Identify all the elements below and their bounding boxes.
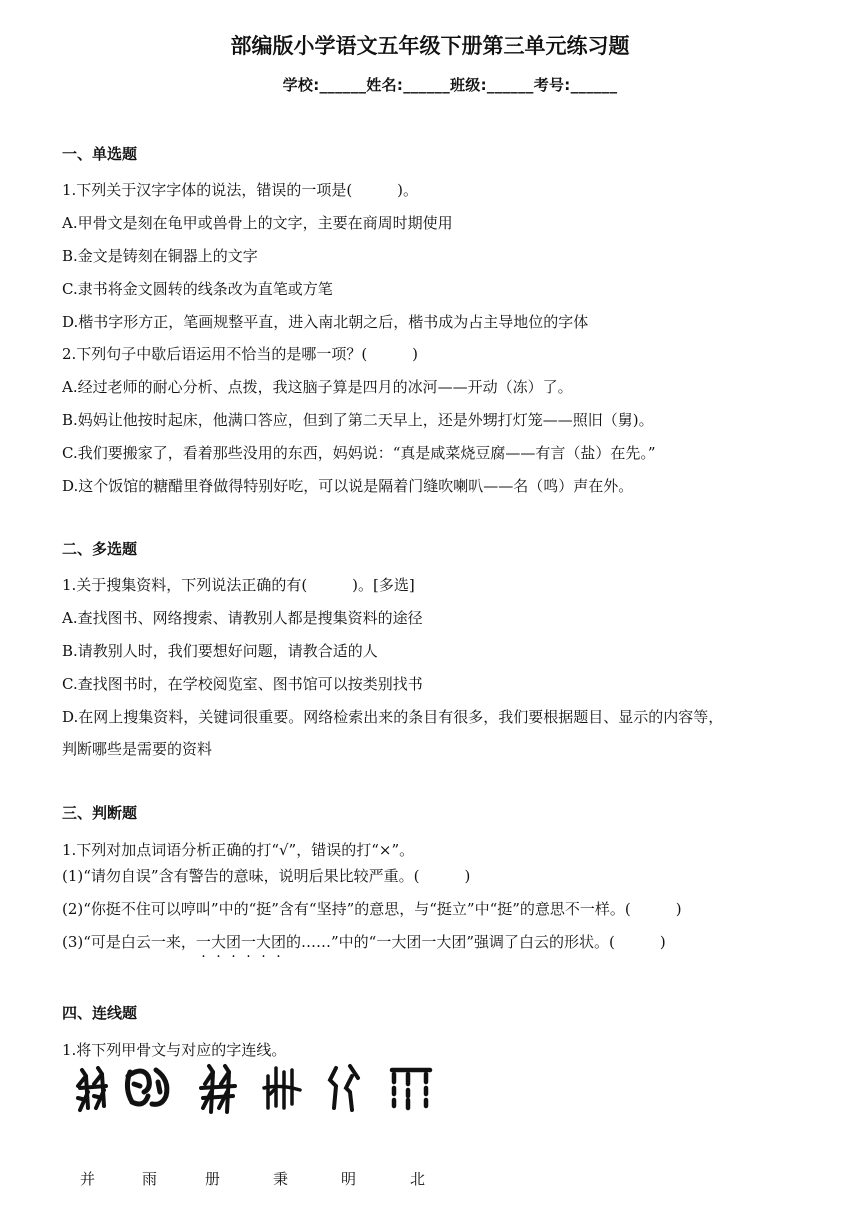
option-line: A.甲骨文是刻在龟甲或兽骨上的文字，主要在商周时期使用 bbox=[62, 214, 453, 232]
section-heading-matching: 四、连线题 bbox=[62, 1004, 138, 1022]
oracle-glyph-4 bbox=[260, 1062, 304, 1112]
section-heading-true-false: 三、判断题 bbox=[62, 804, 138, 822]
question-line: 1.关于搜集资料，下列说法正确的有( )。[多选] bbox=[62, 576, 415, 594]
option-line: A.经过老师的耐心分析、点拨，我这脑子算是四月的冰河——开动（冻）了。 bbox=[62, 378, 573, 396]
oracle-glyph-1 bbox=[72, 1062, 112, 1120]
oracle-glyph-3 bbox=[197, 1062, 239, 1118]
option-line: D.在网上搜集资料，关键词很重要。网络检索出来的条目有很多，我们要根据题目、显示的内容等， bbox=[62, 708, 724, 726]
option-line: B.妈妈让他按时起床，他满口答应，但到了第二天早上，还是外甥打灯笼——照旧（舅)。 bbox=[62, 411, 654, 429]
question-line: 2.下列句子中歇后语运用不恰当的是哪一项？( ) bbox=[62, 345, 419, 363]
question-line: 1.下列对加点词语分析正确的打“√”，错误的打“×”。 bbox=[62, 841, 415, 859]
option-line: B.金文是铸刻在铜器上的文字 bbox=[62, 247, 258, 265]
matching-char: 册 bbox=[205, 1170, 221, 1188]
matching-char: 秉 bbox=[273, 1170, 289, 1188]
question-line: 1.下列关于汉字字体的说法，错误的一项是( )。 bbox=[62, 181, 419, 199]
option-line: C.查找图书时，在学校阅览室、图书馆可以按类别找书 bbox=[62, 675, 423, 693]
option-line: D.楷书字形方正，笔画规整平直，进入南北朝之后，楷书成为占主导地位的字体 bbox=[62, 313, 589, 331]
matching-char: 明 bbox=[341, 1170, 357, 1188]
dotted-char: 一 bbox=[195, 933, 211, 951]
matching-char: 并 bbox=[80, 1170, 96, 1188]
judgement-text: 的……”中的“一大团一大团”强调了白云的形状。( ) bbox=[286, 933, 666, 951]
matching-char: 北 bbox=[410, 1170, 426, 1188]
judgement-item: (1)“请勿自误”含有警告的意味，说明后果比较严重。( ) bbox=[62, 867, 471, 885]
dotted-char: 团 bbox=[225, 933, 241, 951]
dotted-char: 一 bbox=[240, 933, 256, 951]
option-line: C.我们要搬家了，看着那些没用的东西，妈妈说：“真是咸菜烧豆腐——有言（盐）在先。” bbox=[62, 444, 656, 462]
dotted-char: 团 bbox=[271, 933, 287, 951]
option-line: B.请教别人时，我们要想好问题，请教合适的人 bbox=[62, 642, 378, 660]
judgement-text: (3)“可是白云一来， bbox=[62, 933, 196, 951]
oracle-bone-glyphs bbox=[62, 1062, 462, 1132]
option-line: C.隶书将金文圆转的线条改为直笔或方笔 bbox=[62, 280, 333, 298]
option-line-continued: 判断哪些是需要的资料 bbox=[62, 740, 213, 758]
section-heading-single-choice: 一、单选题 bbox=[62, 145, 138, 163]
section-heading-multi-choice: 二、多选题 bbox=[62, 540, 138, 558]
oracle-glyph-2 bbox=[122, 1062, 174, 1112]
judgement-item bbox=[62, 932, 666, 952]
option-line: A.查找图书、网络搜索、请教别人都是搜集资料的途径 bbox=[62, 609, 423, 627]
oracle-glyph-5 bbox=[324, 1062, 364, 1114]
page-title: 部编版小学语文五年级下册第三单元练习题 bbox=[230, 34, 630, 58]
option-line: D.这个饭馆的糖醋里脊做得特别好吃，可以说是隔着门缝吹喇叭——名（鸣）声在外。 bbox=[62, 477, 634, 495]
judgement-item: (2)“你挺不住可以哼叫”中的“挺”含有“坚持”的意思，与“挺立”中“挺”的意思不一样。( ) bbox=[62, 900, 682, 918]
student-info-line: 学校:______姓名:______班级:______考号:______ bbox=[282, 76, 618, 94]
dotted-char: 大 bbox=[210, 933, 226, 951]
oracle-glyph-6 bbox=[388, 1062, 434, 1112]
matching-characters bbox=[0, 1168, 860, 1192]
dotted-char: 大 bbox=[255, 933, 271, 951]
question-line: 1.将下列甲骨文与对应的字连线。 bbox=[62, 1041, 287, 1059]
matching-char: 雨 bbox=[142, 1170, 158, 1188]
